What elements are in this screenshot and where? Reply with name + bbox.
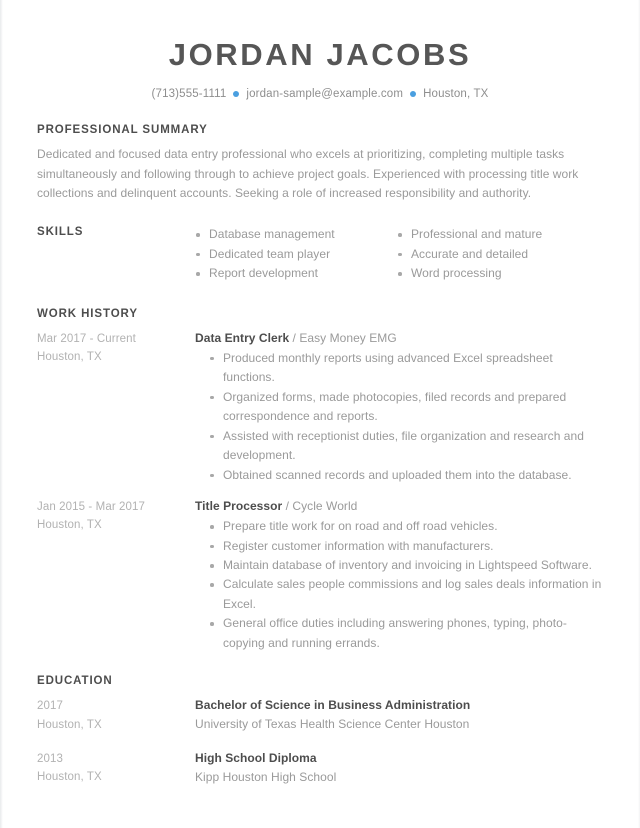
- list-item: Database management: [195, 225, 397, 244]
- work-entry-date: Mar 2017 - Current: [37, 332, 136, 345]
- work-entry-separator: /: [289, 330, 300, 345]
- email-address: jordan-sample@example.com: [246, 88, 404, 101]
- work-entry-bullets: [195, 349, 603, 485]
- page-left-edge: [0, 0, 3, 828]
- education-entry-meta: [37, 749, 195, 787]
- education-entry-degree: [195, 749, 603, 768]
- professional-summary-section: [37, 124, 603, 203]
- contact-line: [37, 88, 603, 100]
- skills-heading: SKILLS: [37, 226, 84, 239]
- list-item: Calculate sales people commissions and log sales deals information in Excel.: [209, 575, 603, 614]
- skills-column-1: [195, 225, 397, 283]
- education-entry-body: [195, 696, 603, 734]
- list-item: Assisted with receptionist duties, file organization and research and development.: [209, 427, 603, 466]
- list-item: Word processing: [397, 264, 599, 283]
- education-entry: [37, 696, 603, 734]
- education-entry-school: University of Texas Health Science Center Houston: [195, 717, 470, 732]
- education-entry: [37, 749, 603, 787]
- phone-number: (713)555-1111: [151, 88, 227, 101]
- list-item: Prepare title work for on road and off road vehicles.: [209, 517, 603, 536]
- skills-columns: [195, 225, 603, 283]
- list-item: Professional and mature: [397, 225, 599, 244]
- professional-summary-heading: PROFESSIONAL SUMMARY: [37, 124, 208, 137]
- work-entry: [37, 497, 603, 653]
- candidate-name: JORDAN JACOBS: [168, 37, 472, 72]
- work-entry-company: Cycle World: [292, 498, 358, 513]
- list-item: Report development: [195, 264, 397, 283]
- list-item: Dedicated team player: [195, 245, 397, 264]
- education-entry-location: Houston, TX: [37, 770, 102, 783]
- list-item: Maintain database of inventory and invoicing in Lightspeed Software.: [209, 556, 603, 575]
- separator-dot-icon: [410, 91, 416, 97]
- education-degree-text: Bachelor of Science in Business Administration: [195, 698, 471, 713]
- work-entry: [37, 329, 603, 485]
- work-entry-bullets: [195, 517, 603, 653]
- education-entry-year: 2013: [37, 752, 63, 765]
- education-entry-meta: [37, 696, 195, 734]
- education-entry-body: [195, 749, 603, 787]
- separator-dot-icon: [233, 91, 239, 97]
- resume-header: [37, 0, 603, 100]
- list-item: Organized forms, made photocopies, filed records and prepared correspondence and reports.: [209, 388, 603, 427]
- skills-section: [37, 225, 603, 283]
- list-item: Register customer information with manufacturers.: [209, 537, 603, 556]
- education-heading: EDUCATION: [37, 675, 113, 688]
- list-item: Produced monthly reports using advanced Excel spreadsheet functions.: [209, 349, 603, 388]
- work-entry-body: [195, 329, 603, 485]
- work-entry-body: [195, 497, 603, 653]
- education-entry-location: Houston, TX: [37, 718, 102, 731]
- list-item: Accurate and detailed: [397, 245, 599, 264]
- work-entry-separator: /: [282, 498, 293, 513]
- work-entry-title-line: [195, 329, 603, 348]
- skills-column-2: [397, 225, 599, 283]
- list-item: Obtained scanned records and uploaded them into the database.: [209, 466, 603, 485]
- work-history-section: [37, 308, 603, 654]
- work-entry-location: Houston, TX: [37, 519, 102, 532]
- work-entry-title-line: [195, 497, 603, 516]
- education-entry-year: 2017: [37, 700, 63, 713]
- education-entry-degree: [195, 696, 603, 715]
- work-entry-date: Jan 2015 - Mar 2017: [37, 500, 146, 513]
- work-entry-meta: [37, 497, 195, 535]
- education-entry-school: Kipp Houston High School: [195, 769, 337, 784]
- professional-summary-text: Dedicated and focused data entry professional who excels at prioritizing, completing multiple tasks simultaneously and following through to achieve project goals. Experienced with processing title work collections and delinquent accounts. Seeking a role of increased responsibility and authority.: [37, 147, 579, 200]
- work-entry-company: Easy Money EMG: [299, 330, 397, 345]
- skills-list-2: [397, 225, 599, 283]
- list-item: General office duties including answering phones, typing, photo-copying and running errands.: [209, 614, 603, 653]
- education-degree-text: High School Diploma: [195, 750, 317, 765]
- work-entry-job-title: Title Processor: [195, 498, 283, 513]
- work-entry-location: Houston, TX: [37, 351, 102, 364]
- work-history-heading: WORK HISTORY: [37, 307, 138, 320]
- work-entry-job-title: Data Entry Clerk: [195, 330, 290, 345]
- work-entry-meta: [37, 329, 195, 367]
- education-section: [37, 675, 603, 787]
- skills-list-1: [195, 225, 397, 283]
- location: Houston, TX: [423, 88, 489, 101]
